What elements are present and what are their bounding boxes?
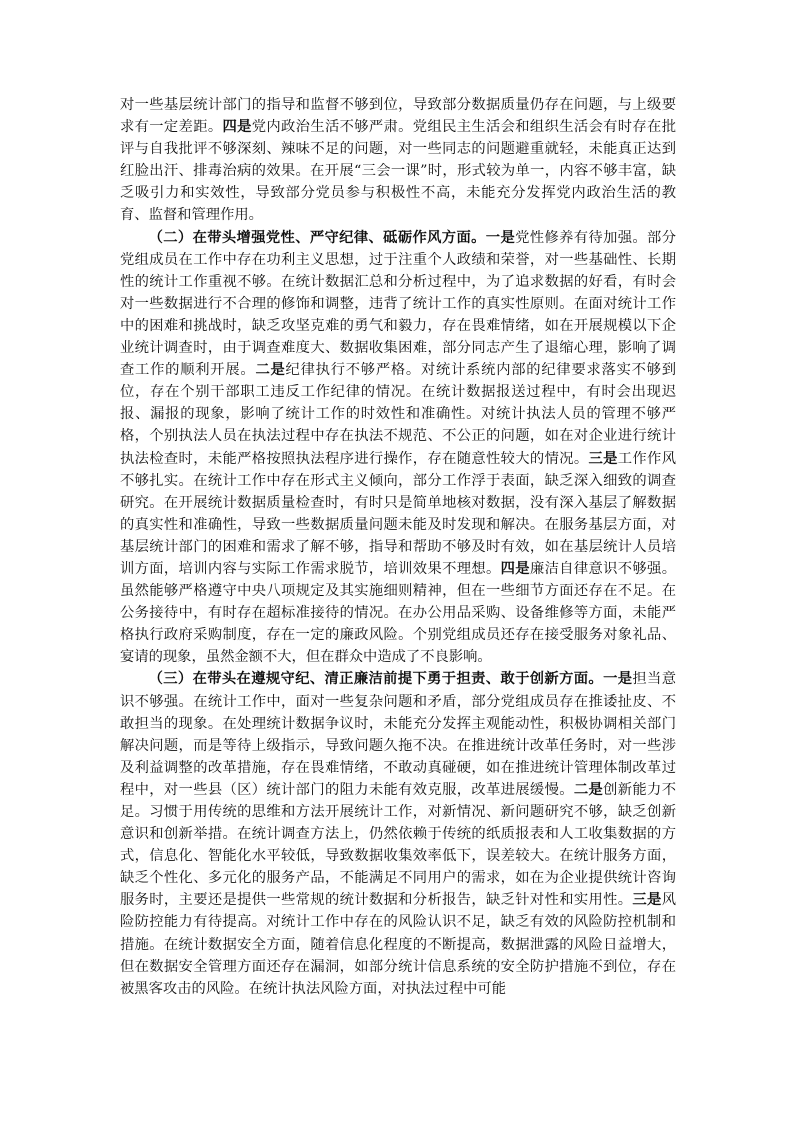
section-heading-2: （二）在带头增强党性、严守纪律、砥砺作风方面。	[148, 229, 486, 246]
text-segment: 廉洁自律意识不够强。虽然能够严格遵守中央八项规定及其实施细则精神，但在一些细节方面还存在不足。在公务接待中，有时存在超标准接待的情况。在办公用品采购、设备维修等方面，未能严格执行政府采购制度，存在一定的廉政风险。个别党组成员还存在接受服务对象礼品、宴请的现象，虽然金额不大，但在群众中造成了不良影响。	[120, 560, 676, 666]
text-segment: 对一些基层统计部门的指导和监督不够到位，导致部分数据质量仍存在问题，与上级要求有一定差距。	[120, 97, 676, 136]
text-segment: 担当意识不够强。在统计工作中，面对一些复杂问题和矛盾，部分党组成员存在推诿扯皮、不敢担当的现象。在处理统计数据争议时，未能充分发挥主观能动性，积极协调相关部门解决问题，而是等待上级指示，导致问题久拖不决。在推进统计改革任务时，对一些涉及利益调整的改革措施，存在畏难情绪，不敢动真碰硬，如在推进统计管理体制改革过程中，对一些县（区）统计部门的阻力未能有效克服，改革进展缓慢。	[120, 671, 677, 798]
text-segment: 纪律执行不够严格。对统计系统内部的纪律要求落实不够到位，存在个别干部职工违反工作纪律的情况。在统计数据报送过程中，有时会出现迟报、漏报的现象，影响了统计工作的时效性和准确性。对统计执法人员的管理不够严格，个别执法人员在执法过程中存在执法不规范、不公正的问题，如在对企业进行统计执法检查时，未能严格按照执法程序进行操作，存在随意性较大的情况。	[120, 362, 677, 467]
document-body	[120, 94, 676, 1000]
bold-label-four: 四是	[500, 560, 530, 577]
bold-label-three: 三是	[588, 450, 618, 467]
text-segment: 风险防控能力有待提高。对统计工作中存在的风险认识不足，缺乏有效的风险防控机制和措施。在统计数据安全方面，随着信息化程度的不断提高，数据泄露的风险日益增大，但在数据安全管理方面还存在漏洞，如部分统计信息系统的安全防护措施不到位，存在被黑客攻击的风险。在统计执法风险方面，对执法过程中可能	[120, 892, 676, 997]
bold-label-one: 一是	[485, 229, 516, 246]
paragraph-2	[120, 227, 676, 669]
bold-label-three: 三是	[632, 892, 662, 909]
paragraph-1	[120, 94, 676, 227]
paragraph-3	[120, 668, 676, 999]
bold-label-one: 一是	[603, 671, 633, 688]
bold-label-two: 二是	[573, 781, 604, 798]
text-segment: 党性修养有待加强。部分党组成员在工作中存在功利主义思想，过于注重个人政绩和荣誉，对一些基础性、长期性的统计工作重视不够。在统计数据汇总和分析过程中，为了追求数据的好看，有时会对一些数据进行不合理的修饰和调整，违背了统计工作的真实性原则。在面对统计工作中的困难和挑战时，缺乏攻坚克难的勇气和毅力，存在畏难情绪，如在开展规模以下企业统计调查时，由于调查难度大、数据收集困难，部分同志产生了退缩心理，影响了调查工作的顺利开展。	[120, 229, 677, 379]
text-segment: 创新能力不足。习惯于用传统的思维和方法开展统计工作，对新情况、新问题研究不够，缺乏创新意识和创新举措。在统计调查方法上，仍然依赖于传统的纸质报表和人工收集数据的方式，信息化、智能化水平较低，导致数据收集效率低下，误差较大。在统计服务方面，缺乏个性化、多元化的服务产品，不能满足不同用户的需求，如在为企业提供统计咨询服务时，主要还是提供一些常规的统计数据和分析报告，缺乏针对性和实用性。	[120, 781, 676, 909]
text-segment: 工作作风不够扎实。在统计工作中存在形式主义倾向，部分工作浮于表面，缺乏深入细致的调查研究。在开展统计数据质量检查时，有时只是简单地核对数据，没有深入基层了解数据的真实性和准确性，导致一些数据质量问题未能及时发现和解决。在服务基层方面，对基层统计部门的困难和需求了解不够，指导和帮助不够及时有效，如在基层统计人员培训方面，培训内容与实际工作需求脱节，培训效果不理想。	[120, 450, 676, 577]
text-segment: 党内政治生活不够严肃。党组民主生活会和组织生活会有时存在批评与自我批评不够深刻、辣味不足的问题，对一些同志的问题避重就轻，未能真正达到红脸出汗、排毒治病的效果。在开展“三会一课”时，形式较为单一，内容不够丰富，缺乏吸引力和实效性，导致部分党员参与积极性不高，未能充分发挥党内政治生活的教育、监督和管理作用。	[120, 119, 676, 224]
bold-label-two: 二是	[255, 362, 286, 379]
bold-label-four: 四是	[222, 119, 252, 136]
section-heading-3: （三）在带头在遵规守纪、清正廉洁前提下勇于担责、敢于创新方面。	[148, 671, 604, 688]
